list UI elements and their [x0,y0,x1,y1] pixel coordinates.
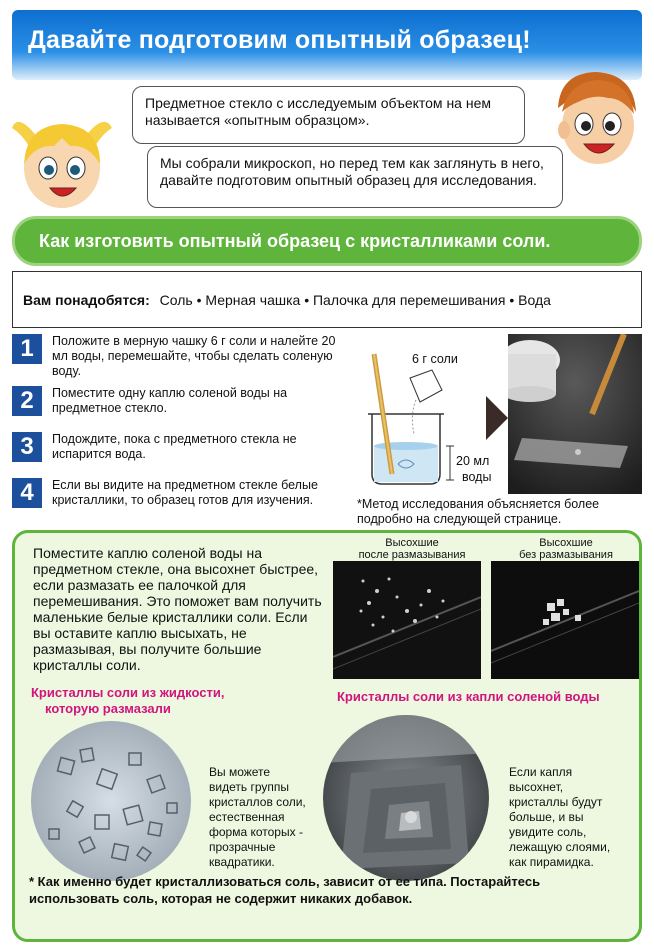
water-label-1: 20 мл [456,454,490,468]
step-text: Подождите, пока с предметного стекла не испарится вода. [52,432,297,461]
step-text: Поместите одну каплю соленой воды на предметное стекло. [52,386,288,415]
photo-unsmeared-caption-line2: без размазывания [519,549,613,561]
drop-crystals-description: Если капля высохнет, кристаллы будут больше, и вы увидите соль, лежащую слоями, как пирамидка. [509,765,611,869]
boy-speech-text: Предметное стекло с исследуемым объектом на нем называется «опытным образцом». [145,95,491,128]
girl-character-icon [8,108,116,212]
girl-speech-bubble [147,146,563,208]
drop-crystals-title: Кристаллы соли из капли соленой воды [337,689,600,704]
tips-panel [12,530,642,942]
page-title: Давайте подготовим опытный образец! [28,26,531,54]
salt-label: 6 г соли [412,352,458,366]
smeared-crystals-title-line2: которую размазали [45,701,171,716]
glass-slide-photo [508,334,642,494]
slide-smeared-photo [333,561,481,679]
photo-smeared-caption-line2: после размазывания [358,549,466,561]
smeared-crystals-title-line1: Кристаллы соли из жидкости, [31,685,225,700]
small-crystals-micrograph [29,719,193,883]
smeared-crystals-description: Вы можете видеть группы кристаллов соли, естественная форма которых - прозрачные квадратики. [209,765,306,869]
method-note: *Метод исследования объясняется более подробно на следующей странице. [357,497,600,526]
girl-speech-text: Мы собрали микроскоп, но перед тем как заглянуть в него, давайте подготовим опытный образец для исследования. [160,155,544,188]
photo-unsmeared-caption-line1: Высохшие [539,537,593,549]
section-title: Как изготовить опытный образец с кристалликами соли. [39,231,551,251]
photo-smeared-caption [337,537,487,561]
step-number: 2 [12,386,42,416]
step-number: 1 [12,334,42,364]
step-number: 4 [12,478,42,508]
arrow-right-icon [486,396,508,440]
tips-paragraph: Поместите каплю соленой воды на предметном стекле, она высохнет быстрее, если размазать ее палочкой для перемешивания. Это поможет вам получить маленькие белые кристаллики соли. Если вы оставите каплю высыхать, не размазывая, вы получите большие кристаллы соли. [33,545,322,673]
step-text: Положите в мерную чашку 6 г соли и налейте 20 мл воды, перемешайте, чтобы сделать соленую воду. [52,334,336,378]
materials-list: Соль • Мерная чашка • Палочка для перемешивания • Вода [159,292,551,308]
salt-type-footnote: * Как именно будет кристаллизоваться соль, зависит от ее типа. Постарайтесь использовать соль, которая не содержит никаких добавок. [29,874,541,906]
photo-unsmeared-caption [491,537,641,561]
step-number: 3 [12,432,42,462]
section-title-bar [12,216,642,266]
materials-box [12,271,642,328]
materials-label: Вам понадобятся: [23,292,150,308]
slide-unsmeared-photo [491,561,639,679]
smeared-crystals-title [31,685,224,717]
boy-speech-bubble [132,86,525,144]
water-label-2: воды [462,470,492,484]
large-crystal-micrograph [321,713,491,883]
step-text: Если вы видите на предметном стекле белые кристаллики, то образец готов для изучения. [52,478,318,507]
photo-smeared-caption-line1: Высохшие [385,537,439,549]
